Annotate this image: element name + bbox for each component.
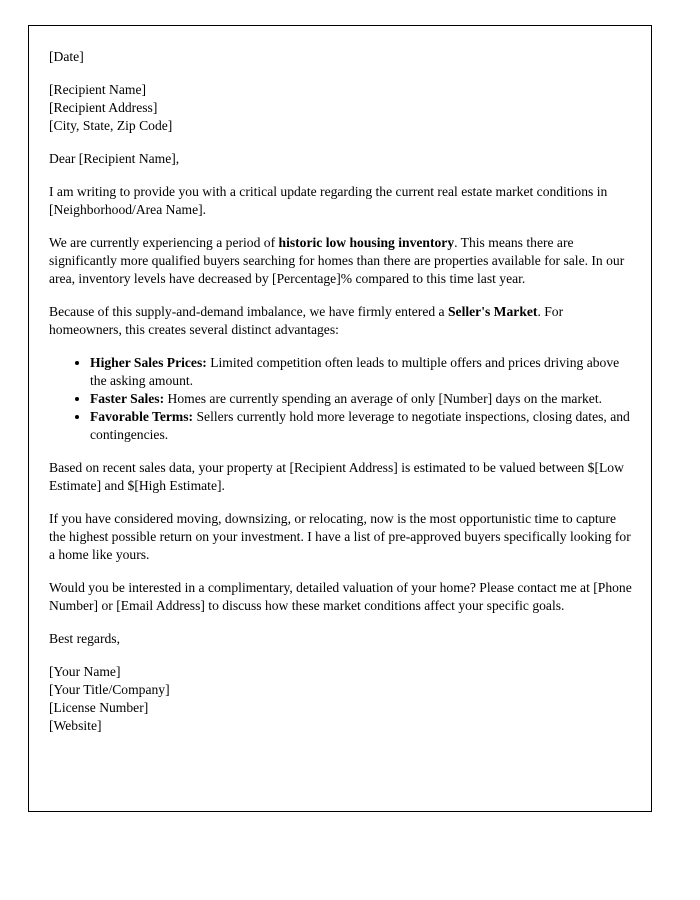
paragraph-inventory-pre: We are currently experiencing a period of (49, 235, 279, 250)
recipient-address: [Recipient Address] (49, 100, 158, 115)
paragraph-opportunity: If you have considered moving, downsizing, or relocating, now is the most opportunistic time to capture the highest possible return on your investment. I have a list of pre-approved buyers specifically looking for a home like yours. (49, 511, 631, 562)
list-item-favorable-terms (90, 408, 633, 444)
paragraph-inventory-post: . This means there are significantly more qualified buyers searching for homes than there are properties available for sale. In our area, inventory levels have decreased by [Percentage]% compared to this time last year. (49, 235, 625, 286)
paragraph-market (49, 303, 633, 339)
recipient-name: [Recipient Name] (49, 82, 147, 97)
advantages-list (49, 354, 633, 444)
list-item-faster-sales-label: Faster Sales: (90, 391, 165, 406)
paragraph-market-bold: Seller's Market (447, 304, 538, 319)
list-item-faster-sales-text: Homes are currently spending an average of only [Number] days on the market. (164, 391, 602, 406)
list-item-favorable-terms-text: Sellers currently hold more leverage to negotiate inspections, closing dates, and contingencies. (90, 409, 630, 442)
list-item-favorable-terms-label: Favorable Terms: (90, 409, 194, 424)
paragraph-intro: I am writing to provide you with a critical update regarding the current real estate market conditions in [Neighborhood/Area Name]. (49, 184, 608, 217)
list-item-faster-sales (90, 390, 633, 408)
recipient-city-state-zip: [City, State, Zip Code] (49, 118, 173, 133)
signature-name: [Your Name] (49, 664, 121, 679)
paragraph-inventory (49, 234, 633, 288)
paragraph-market-post: . For homeowners, this creates several distinct advantages: (49, 304, 564, 337)
signature-website: [Website] (49, 718, 102, 733)
date-placeholder: [Date] (49, 49, 84, 64)
recipient-block (49, 81, 633, 135)
closing: Best regards, (49, 631, 120, 646)
signature-license: [License Number] (49, 700, 149, 715)
list-item-higher-prices-label: Higher Sales Prices: (90, 355, 207, 370)
list-item-higher-prices (90, 354, 633, 390)
salutation: Dear [Recipient Name], (49, 151, 180, 166)
signature-block (49, 663, 633, 735)
paragraph-valuation: Based on recent sales data, your property at [Recipient Address] is estimated to be valued between $[Low Estimate] and $[High Estimate]. (49, 460, 624, 493)
signature-title-company: [Your Title/Company] (49, 682, 170, 697)
paragraph-cta: Would you be interested in a complimentary, detailed valuation of your home? Please contact me at [Phone Number] or [Email Address] to discuss how these market conditions affect your specific goals. (49, 580, 632, 613)
paragraph-inventory-bold: historic low housing inventory (278, 235, 455, 250)
list-item-higher-prices-text: Limited competition often leads to multiple offers and prices driving above the asking amount. (90, 355, 620, 388)
paragraph-market-pre: Because of this supply-and-demand imbalance, we have firmly entered a (49, 304, 448, 319)
letter-page (28, 25, 652, 812)
